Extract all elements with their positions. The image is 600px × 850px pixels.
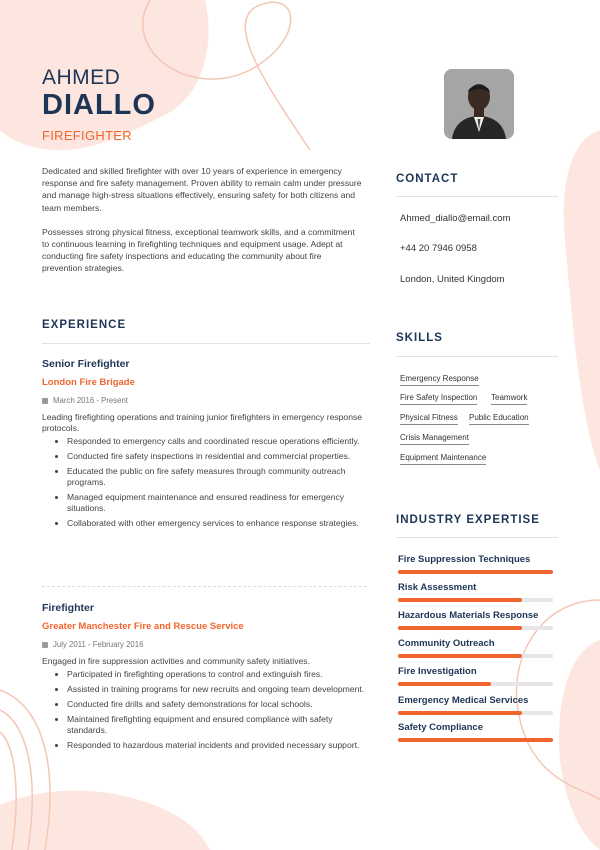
expertise-item [398,722,553,742]
skills-heading: SKILLS [396,332,443,344]
job-bullet: • Conducted fire safety inspections in residential and commercial properties. [67,451,367,462]
experience-divider [42,343,370,344]
skill-tag: Fire Safety Inspection [400,393,477,405]
job-company: London Fire Brigade [42,377,135,388]
expertise-bar-fill [398,738,553,742]
job-role: Senior Firefighter [42,358,130,370]
contact-location: London, United Kingdom [400,274,505,285]
job-entry [42,358,367,533]
skill-tag: Emergency Response [400,374,479,386]
job-company: Greater Manchester Fire and Rescue Service [42,621,244,632]
job-bullet: • Responded to emergency calls and coordinated rescue operations efficiently. [67,436,367,447]
profile-photo [444,69,514,139]
job-bullets [42,436,367,529]
expertise-bar-track [398,570,553,574]
expertise-divider [396,537,558,538]
first-name: AHMED [42,66,121,89]
expertise-item [398,666,553,686]
expertise-bar-track [398,738,553,742]
expertise-bar-fill [398,654,522,658]
expertise-item [398,582,553,602]
expertise-label: Community Outreach [398,638,495,649]
expertise-bar-fill [398,711,522,715]
calendar-icon [42,642,48,648]
job-bullet: • Participated in firefighting operations to control and extinguish fires. [67,669,367,680]
contact-heading: CONTACT [396,173,459,185]
job-bullet: • Maintained firefighting equipment and ensured compliance with safety standards. [67,714,367,736]
contact-email[interactable]: Ahmed_diallo@email.com [400,213,511,224]
skill-tag: Public Education [469,413,529,425]
experience-heading: EXPERIENCE [42,319,127,331]
job-dates-row [42,396,367,405]
expertise-bar-fill [398,682,491,686]
summary-paragraph: Dedicated and skilled firefighter with over 10 years of experience in emergency response and fire safety management. Proven ability to remain calm under pressure and manage high-stress situations effectively, ensuring safety for both citizens and team members. [42,166,362,213]
calendar-icon [42,398,48,404]
expertise-item [398,695,553,715]
expertise-label: Emergency Medical Services [398,695,529,706]
job-dates: March 2016 - Present [53,396,128,405]
last-name: DIALLO [42,89,156,121]
contact-divider [396,196,558,197]
expertise-bar-track [398,654,553,658]
job-separator [42,586,367,587]
contact-phone[interactable]: +44 20 7946 0958 [400,243,477,254]
expertise-item [398,638,553,658]
expertise-label: Fire Suppression Techniques [398,554,531,565]
expertise-item [398,554,553,574]
summary-paragraph: Possesses strong physical fitness, exceptional teamwork skills, and a commitment to continuous learning in firefighting techniques and equipment usage. Adept at conducting fire safety inspections and educating the community about fire prevention strategies. [42,226,355,274]
job-bullets [42,669,367,751]
expertise-bar-track [398,598,553,602]
job-title: FIREFIGHTER [42,128,132,143]
job-description: Leading firefighting operations and training junior firefighters in emergency response protocols. [42,412,363,433]
skill-tag: Crisis Management [400,433,469,445]
profile-summary [42,165,362,287]
job-description: Engaged in fire suppression activities and community safety initiatives. [42,656,310,666]
job-bullet: • Conducted fire drills and safety demonstrations for local schools. [67,699,367,710]
job-bullet: • Collaborated with other emergency services to enhance response strategies. [67,518,367,529]
expertise-heading: INDUSTRY EXPERTISE [396,514,540,526]
skill-tag: Teamwork [491,393,527,405]
expertise-item [398,610,553,630]
expertise-bar-track [398,711,553,715]
job-bullet: • Managed equipment maintenance and ensured readiness for emergency situations. [67,492,367,514]
expertise-bar-fill [398,598,522,602]
skill-tag: Equipment Maintenance [400,453,486,465]
expertise-bar-fill [398,626,522,630]
job-bullet: • Educated the public on fire safety measures through community outreach programs. [67,466,367,488]
expertise-bar-track [398,626,553,630]
job-entry [42,602,367,755]
job-bullet: • Assisted in training programs for new recruits and ongoing team development. [67,684,367,695]
expertise-label: Risk Assessment [398,582,477,593]
expertise-label: Hazardous Materials Response [398,610,539,621]
expertise-bar-track [398,682,553,686]
expertise-bar-fill [398,570,553,574]
expertise-label: Fire Investigation [398,666,477,677]
job-role: Firefighter [42,602,94,614]
skill-tag: Physical Fitness [400,413,458,425]
person-avatar-icon [444,69,514,139]
expertise-label: Safety Compliance [398,722,483,733]
job-dates-row [42,640,367,649]
job-bullet: • Responded to hazardous material incidents and provided necessary support. [67,740,367,751]
job-dates: July 2011 - February 2016 [53,640,144,649]
skills-divider [396,356,558,357]
